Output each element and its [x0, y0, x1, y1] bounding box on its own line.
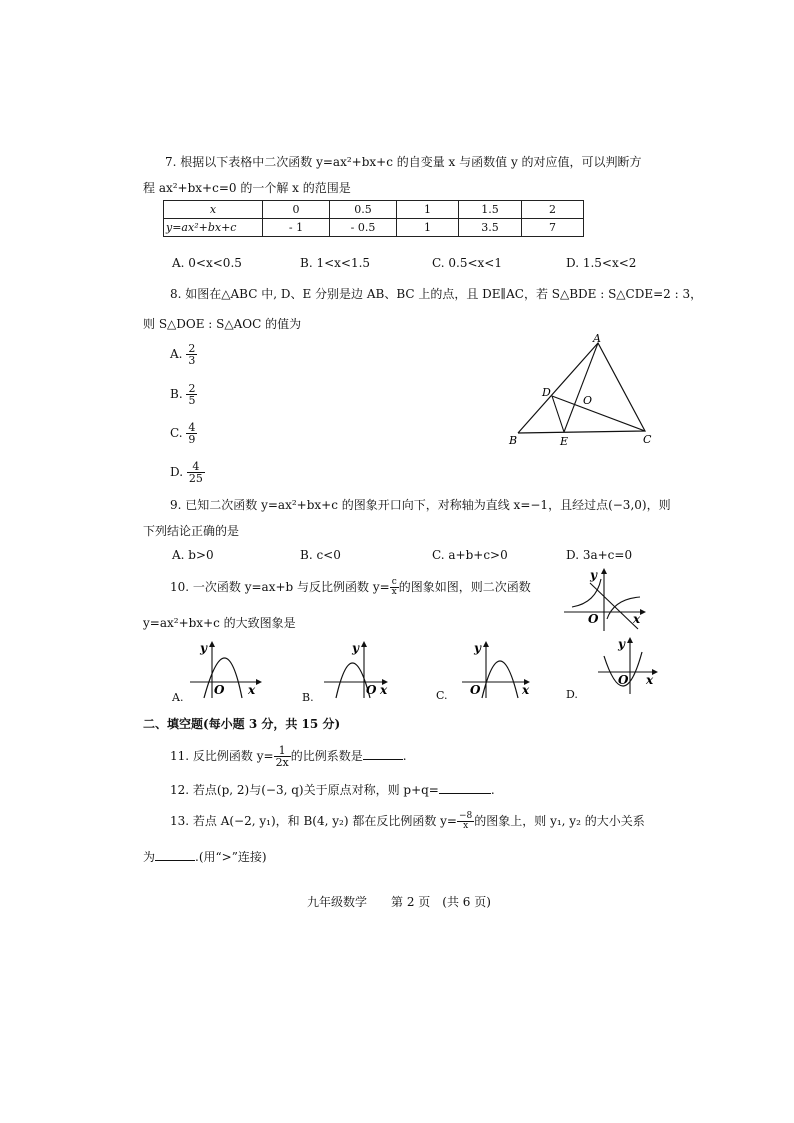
- q7-option-a: A. 0<x<0.5: [172, 256, 242, 270]
- q8-option-a-fraction: [186, 343, 197, 366]
- q8-option-a-label: A.: [170, 347, 183, 361]
- q8-line1: 8. 如图在△ABC 中, D、E 分别是边 AB、BC 上的点，且 DE∥AC，若 S△BDE : S△CDE=2 : 3，: [170, 287, 703, 301]
- q8-option-d: [170, 461, 205, 484]
- q10-option-d: D.: [566, 688, 578, 701]
- q9-line1: 9. 已知二次函数 y=ax²+bx+c 的图象开口向下，对称轴为直线 x=−1，且经过点(−3,0)，则: [170, 498, 671, 512]
- fraction-denominator: 25: [188, 472, 203, 485]
- axis-label-x: x: [646, 673, 654, 687]
- q10-line1-post: 的图象如图，则二次函数: [398, 580, 531, 594]
- q7-option-c: C. 0.5<x<1: [432, 256, 502, 270]
- table-cell: 1: [397, 219, 459, 237]
- q10-option-b: B.: [302, 691, 314, 704]
- q8-option-d-fraction: [187, 461, 205, 484]
- q8-option-c: [170, 422, 197, 445]
- q13-line1: [170, 812, 645, 831]
- label-b: B: [509, 434, 518, 447]
- section-title: 二、填空题(每小题 3 分，共 15 分): [143, 717, 341, 731]
- q8-option-b-fraction: [186, 383, 197, 406]
- origin-label: O: [470, 683, 481, 697]
- axis-label-x: x: [248, 683, 256, 697]
- parabola: [336, 663, 370, 698]
- label-o: O: [583, 394, 593, 407]
- fraction-numerator: 2: [188, 382, 196, 395]
- y-axis-arrow-icon: [361, 641, 367, 647]
- fraction-numerator: 2: [188, 342, 196, 355]
- y-axis-arrow-icon: [601, 568, 607, 574]
- table-cell: 3.5: [459, 219, 522, 237]
- q10-fraction: [390, 578, 399, 597]
- page-footer: 九年级数学 第 2 页 (共 6 页): [307, 895, 491, 909]
- axis-label-x: x: [380, 683, 388, 697]
- table-row: [164, 201, 584, 219]
- axis-label-y: y: [200, 641, 207, 655]
- q8-option-c-label: C.: [170, 426, 183, 440]
- x-axis-arrow-icon: [256, 679, 262, 685]
- q10-option-c: C.: [436, 689, 448, 702]
- q10-graph-c: [458, 638, 540, 700]
- q10-line1: [170, 578, 531, 597]
- q13-line2-post: .(用“>”连接): [195, 850, 267, 864]
- origin-label: O: [214, 683, 225, 697]
- q13-fraction: [457, 812, 474, 831]
- value-table: [163, 200, 584, 237]
- q7-option-b: B. 1<x<1.5: [300, 256, 371, 270]
- q10-line2: y=ax²+bx+c 的大致图象是: [143, 616, 296, 630]
- answer-blank[interactable]: [155, 860, 195, 861]
- label-e: E: [560, 435, 569, 448]
- axis-label-x: x: [522, 683, 530, 697]
- fraction-denominator: 5: [188, 394, 196, 407]
- q9-option-c: C. a+b+c>0: [432, 548, 508, 562]
- q9-option-a: A. b>0: [172, 548, 214, 562]
- q11: 11. 反比例函数 y= $\frac{1}{2x}$ 的比例系数是 .: [170, 744, 407, 769]
- axis-label-y: y: [618, 637, 625, 651]
- q8-option-a: [170, 343, 197, 366]
- label-a: A: [593, 332, 601, 345]
- table-row: [164, 219, 584, 237]
- q9-line2: 下列结论正确的是: [143, 524, 240, 538]
- q13-line1-post: 的图象上，则 y₁, y₂ 的大小关系: [474, 814, 645, 828]
- hyperbola-branch: [572, 579, 601, 607]
- q11-pre: 11. 反比例函数 y=: [170, 749, 274, 763]
- label-c: C: [643, 433, 652, 446]
- q7-option-d: D. 1.5<x<2: [566, 256, 637, 270]
- x-axis-arrow-icon: [640, 609, 646, 615]
- q10-line1-pre: 10. 一次函数 y=ax+b 与反比例函数 y=: [170, 580, 390, 594]
- answer-blank[interactable]: [439, 793, 491, 794]
- fraction-numerator: 1: [274, 745, 291, 757]
- q10-reference-graph: [560, 565, 648, 635]
- q11-post: 的比例系数是: [290, 749, 363, 763]
- table-head-x: x: [164, 201, 263, 219]
- q10-graph-a: [186, 638, 268, 700]
- axis-label-y: y: [474, 641, 481, 655]
- table-cell: 0: [263, 201, 330, 219]
- segment-de: [552, 396, 564, 432]
- fraction-numerator: 4: [188, 421, 196, 434]
- q10-option-a: A.: [172, 691, 184, 704]
- q13-line2-pre: 为: [143, 850, 156, 864]
- q9-option-d: D. 3a+c=0: [566, 548, 633, 562]
- q9-option-b: B. c<0: [300, 548, 341, 562]
- answer-blank[interactable]: [363, 759, 403, 760]
- table-cell: 1: [397, 201, 459, 219]
- q10-graph-d: [594, 636, 664, 698]
- segment-ae: [564, 343, 598, 432]
- fraction-denominator: x: [463, 821, 469, 831]
- y-axis-arrow-icon: [209, 641, 215, 647]
- fraction-numerator: c: [390, 578, 399, 588]
- label-d: D: [542, 386, 551, 399]
- triangle-figure: [505, 330, 665, 450]
- fraction-denominator: 3: [188, 354, 196, 367]
- table-cell: - 0.5: [330, 219, 397, 237]
- y-axis-arrow-icon: [483, 641, 489, 647]
- fraction-denominator: 2x: [275, 756, 289, 769]
- axis-label-x: x: [633, 612, 641, 626]
- q12: 12. 若点(p, 2)与(−3, q)关于原点对称，则 p+q= .: [170, 783, 495, 797]
- axis-label-y: y: [352, 641, 359, 655]
- q13-line1-pre: 13. 若点 A(−2, y₁)，和 B(4, y₂) 都在反比例函数 y=: [170, 814, 457, 828]
- q8-option-c-fraction: [186, 422, 197, 445]
- fraction-numerator: 4: [187, 461, 205, 473]
- axis-label-y: y: [590, 568, 597, 582]
- q8-option-b: [170, 383, 197, 406]
- q8-line2: 则 S△DOE : S△AOC 的值为: [143, 317, 302, 331]
- q8-option-d-label: D.: [170, 465, 184, 479]
- fraction-numerator: −8: [458, 811, 473, 821]
- triangle-abc: [518, 343, 645, 433]
- q12-text: 12. 若点(p, 2)与(−3, q)关于原点对称，则 p+q=: [170, 783, 439, 797]
- table-cell: 2: [522, 201, 584, 219]
- origin-label: O: [366, 683, 377, 697]
- fraction-denominator: 9: [188, 433, 196, 446]
- q7-line2: 程 ax²+bx+c=0 的一个解 x 的范围是: [143, 181, 351, 195]
- q7-line1: 7. 根据以下表格中二次函数 y=ax²+bx+c 的自变量 x 与函数值 y 的对应值，可以判断方: [165, 155, 642, 169]
- y-axis-arrow-icon: [627, 637, 633, 643]
- q11-fraction: [274, 745, 291, 768]
- q10-graph-b: [320, 638, 402, 700]
- q13-line2: [143, 848, 267, 865]
- fraction-denominator: x: [391, 587, 397, 597]
- table-cell: 7: [522, 219, 584, 237]
- table-cell: 0.5: [330, 201, 397, 219]
- table-head-y: y=ax²+bx+c: [164, 219, 263, 237]
- origin-label: O: [588, 612, 599, 626]
- origin-label: O: [618, 673, 629, 687]
- q8-option-b-label: B.: [170, 387, 183, 401]
- table-cell: 1.5: [459, 201, 522, 219]
- parabola: [482, 661, 518, 698]
- table-cell: - 1: [263, 219, 330, 237]
